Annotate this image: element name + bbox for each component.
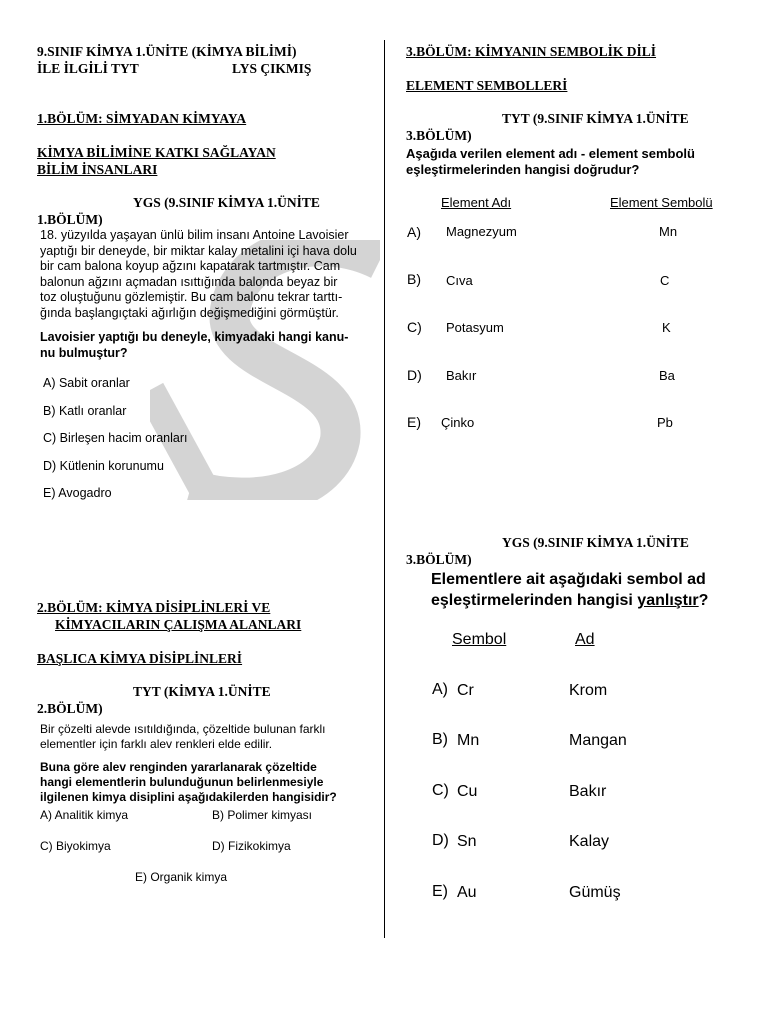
q2-tag-2: 2.BÖLÜM) bbox=[37, 701, 103, 716]
header-line-1: 9.SINIF KİMYA 1.ÜNİTE (KİMYA BİLİMİ) bbox=[37, 44, 297, 59]
q4-question-text: eşleştirmelerinden hangisi bbox=[431, 592, 638, 609]
q1-tag: YGS (9.SINIF KİMYA 1.ÜNİTE bbox=[133, 195, 320, 210]
q4-name: Gümüş bbox=[569, 884, 621, 901]
q3-letter: A) bbox=[407, 224, 421, 240]
q3-tag: TYT (9.SINIF KİMYA 1.ÜNİTE bbox=[502, 111, 689, 126]
q2-option-b: B) Polimer kimyası bbox=[212, 808, 313, 822]
q4-letter: B) bbox=[432, 731, 448, 748]
q1-text-line: yaptığı bir deneyde, bir miktar kalay metalini içi hava dolu bbox=[40, 243, 357, 258]
q3-question-line: Aşağıda verilen element adı - element sembolü bbox=[406, 146, 695, 161]
q2-question-line: hangi elementlerin bulunduğunun belirlenmesiyle bbox=[40, 775, 324, 789]
q4-letter: D) bbox=[432, 832, 449, 849]
section1-subtitle-2: BİLİM İNSANLARI bbox=[37, 162, 158, 177]
q4-tag: YGS (9.SINIF KİMYA 1.ÜNİTE bbox=[502, 535, 689, 550]
q4-name: Kalay bbox=[569, 833, 610, 850]
q4-name: Bakır bbox=[569, 783, 607, 800]
q3-element-name: Çinko bbox=[441, 415, 475, 430]
q4-question-line-2 bbox=[431, 592, 708, 610]
q3-element-name: Cıva bbox=[446, 273, 473, 288]
q3-element-symbol: Pb bbox=[657, 415, 673, 430]
q3-element-symbol: K bbox=[662, 320, 671, 335]
q4-question-emphasis: yanlıştır bbox=[637, 592, 699, 609]
q1-text-line: 18. yüzyılda yaşayan ünlü bilim insanı Antoine Lavoisier bbox=[40, 228, 349, 242]
section3-subtitle: ELEMENT SEMBOLLERİ bbox=[406, 78, 568, 93]
q3-tag-2: 3.BÖLÜM) bbox=[406, 128, 472, 143]
q2-option-c: C) Biyokimya bbox=[40, 839, 111, 853]
section1-subtitle-1: KİMYA BİLİMİNE KATKI SAĞLAYAN bbox=[37, 145, 276, 160]
q1-option-d: D) Kütlenin korunumu bbox=[43, 459, 164, 473]
q4-letter: A) bbox=[432, 681, 448, 698]
q1-question-line: nu bulmuştur? bbox=[40, 345, 128, 360]
section1-title: 1.BÖLÜM: SİMYADAN KİMYAYA bbox=[37, 111, 247, 126]
q4-symbol: Au bbox=[457, 884, 477, 901]
q2-question-line: ilgilenen kimya disiplini aşağıdakilerden hangisidir? bbox=[40, 790, 337, 804]
q1-option-a: A) Sabit oranlar bbox=[43, 376, 130, 390]
q4-symbol: Cu bbox=[457, 783, 478, 800]
q3-question-line: eşleştirmelerinden hangisi doğrudur? bbox=[406, 162, 640, 177]
section3-title: 3.BÖLÜM: KİMYANIN SEMBOLİK DİLİ bbox=[406, 44, 657, 59]
q3-letter: B) bbox=[407, 271, 421, 287]
section2-subtitle: BAŞLICA KİMYA DİSİPLİNLERİ bbox=[37, 651, 243, 666]
q1-text-line: toz oluştuğunu gözlemiştir. Bu cam balonu tekrar tarttı- bbox=[40, 290, 343, 304]
q1-body bbox=[40, 228, 357, 321]
q4-letter: E) bbox=[432, 883, 448, 900]
header-line-2b: LYS ÇIKMIŞ bbox=[232, 61, 312, 76]
q3-column-header-name: Element Adı bbox=[441, 195, 512, 210]
section2-title-1: 2.BÖLÜM: KİMYA DİSİPLİNLERİ VE bbox=[37, 600, 271, 615]
q4-symbol: Cr bbox=[457, 682, 474, 699]
q3-element-name: Bakır bbox=[446, 368, 477, 383]
q2-question-line: Buna göre alev renginden yararlanarak çözeltide bbox=[40, 760, 317, 774]
q4-column-header-symbol: Sembol bbox=[452, 631, 507, 648]
q4-letter: C) bbox=[432, 782, 449, 799]
q1-option-b: B) Katlı oranlar bbox=[43, 404, 127, 418]
q1-text-line: balonun ağzını açmadan ısıttığında balonda beyaz bir bbox=[40, 274, 338, 289]
q1-tag-2: 1.BÖLÜM) bbox=[37, 212, 103, 227]
q4-tag-2: 3.BÖLÜM) bbox=[406, 552, 472, 567]
q3-column-header-symbol: Element Sembolü bbox=[610, 195, 713, 210]
header-line-2a: İLE İLGİLİ TYT bbox=[37, 61, 139, 76]
q1-question bbox=[40, 330, 348, 361]
q3-element-symbol: Ba bbox=[659, 368, 675, 383]
q4-column-header-name: Ad bbox=[575, 631, 595, 648]
q4-question-mark: ? bbox=[698, 592, 709, 609]
q4-symbol: Sn bbox=[457, 833, 477, 850]
q1-text-line: bir cam balona koyup ağzını kapatarak tartmıştır. Cam bbox=[40, 259, 341, 273]
q1-option-e: E) Avogadro bbox=[43, 486, 112, 500]
column-divider bbox=[384, 40, 385, 938]
section2-title-2: KİMYACILARIN ÇALIŞMA ALANLARI bbox=[55, 617, 302, 632]
q4-name: Mangan bbox=[569, 732, 627, 749]
q3-element-name: Magnezyum bbox=[446, 224, 517, 239]
q3-letter: C) bbox=[407, 319, 422, 335]
q3-question bbox=[406, 146, 695, 178]
q2-option-e: E) Organik kimya bbox=[135, 870, 228, 884]
q2-tag: TYT (KİMYA 1.ÜNİTE bbox=[133, 684, 271, 699]
q3-element-symbol: C bbox=[660, 273, 670, 288]
q4-question-line-1: Elementlere ait aşağıdaki sembol ad bbox=[431, 571, 706, 588]
q2-text-line: elementler için farklı alev renkleri elde edilir. bbox=[40, 737, 273, 751]
q2-body bbox=[40, 722, 326, 752]
q4-name: Krom bbox=[569, 682, 608, 699]
q3-element-symbol: Mn bbox=[659, 224, 678, 239]
q2-option-a: A) Analitik kimya bbox=[40, 808, 129, 822]
q1-question-line: Lavoisier yaptığı bu deneyle, kimyadaki hangi kanu- bbox=[40, 330, 349, 344]
q3-letter: E) bbox=[407, 414, 421, 430]
q2-question bbox=[40, 760, 337, 805]
q3-element-name: Potasyum bbox=[446, 320, 504, 335]
q2-option-d: D) Fizikokimya bbox=[212, 839, 291, 853]
q1-option-c: C) Birleşen hacim oranları bbox=[43, 431, 188, 445]
q2-text-line: Bir çözelti alevde ısıtıldığında, çözeltide bulunan farklı bbox=[40, 722, 326, 736]
q1-text-line: ğında başlangıçtaki ağırlığın değişmediğini görmüştür. bbox=[40, 305, 339, 320]
q4-symbol: Mn bbox=[457, 732, 480, 749]
q3-letter: D) bbox=[407, 367, 422, 383]
